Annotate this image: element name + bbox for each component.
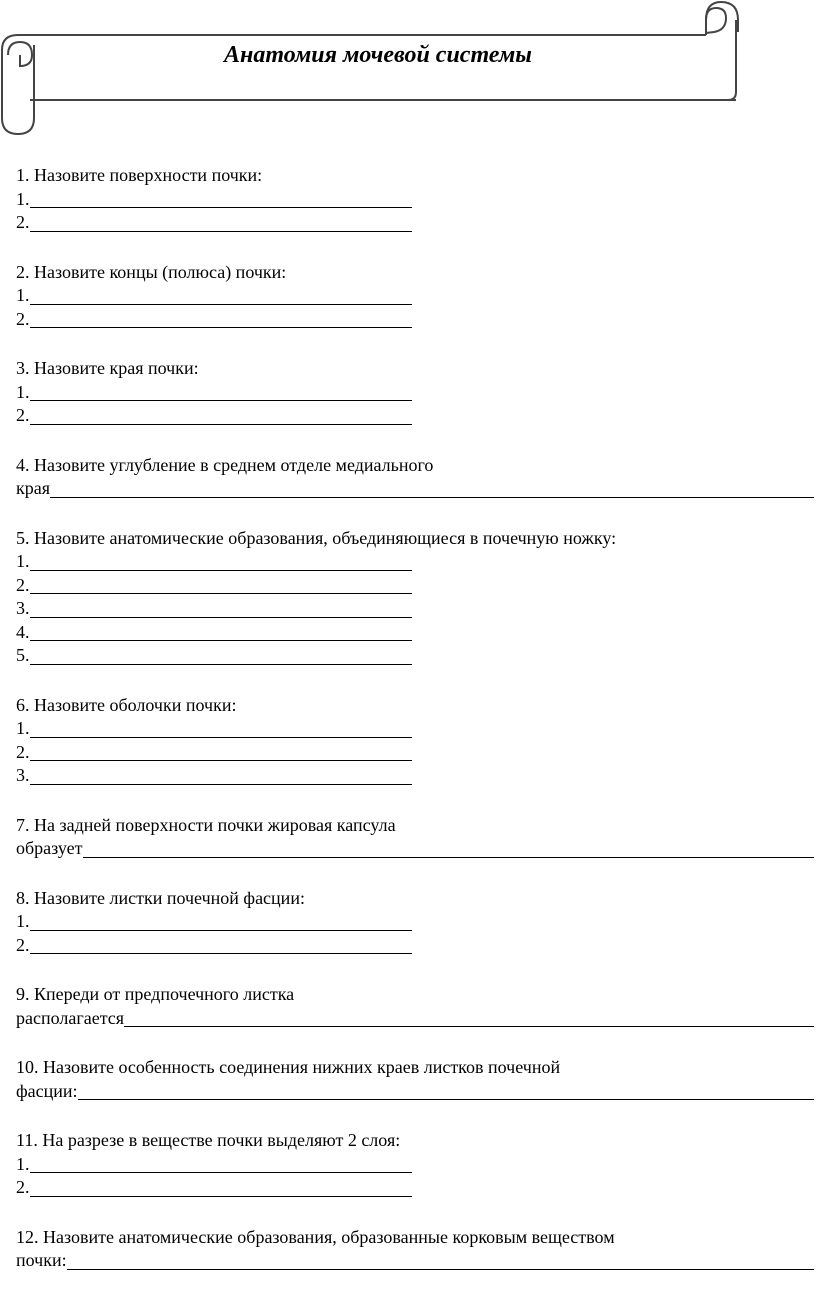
answer-row (16, 934, 814, 958)
answer-row (16, 1249, 814, 1273)
answer-blank-line[interactable] (50, 479, 814, 498)
question-text: 7. На задней поверхности почки жировая капсула (16, 814, 396, 835)
answer-blank-line[interactable] (30, 622, 412, 641)
answer-row (16, 1080, 814, 1104)
answer-label: 1. (16, 188, 30, 209)
answer-row (16, 741, 814, 765)
question-text: 1. Назовите поверхности почки: (16, 165, 263, 185)
question-block (16, 887, 814, 958)
answer-label: 1. (16, 381, 30, 402)
question-block (16, 454, 814, 501)
answer-blank-line[interactable] (30, 1178, 412, 1197)
answer-row (16, 644, 814, 668)
answer-row (16, 1007, 814, 1031)
question-block (16, 357, 814, 428)
answer-blank-line[interactable] (30, 309, 412, 328)
scroll-banner-graphic (0, 0, 816, 140)
page-title: Анатомия мочевой системы (224, 42, 532, 68)
answer-label: 4. (16, 621, 30, 642)
answer-blank-line[interactable] (78, 1081, 814, 1100)
answer-blank-line[interactable] (30, 766, 412, 785)
questions-list (16, 164, 814, 1299)
question-block (16, 261, 814, 332)
question-text: 10. Назовите особенность соединения нижних краев листков почечной (16, 1057, 561, 1077)
answer-label: 1. (16, 551, 30, 571)
question-text: 12. Назовите анатомические образования, образованные корковым веществом (16, 1226, 615, 1247)
answer-label: образует (16, 838, 83, 858)
answer-label: располагается (16, 1007, 125, 1028)
question-text: 6. Назовите оболочки почки: (16, 694, 237, 715)
answer-label: 1. (16, 1153, 30, 1174)
question-block (16, 164, 814, 235)
answer-row (16, 574, 814, 598)
answer-blank-line[interactable] (124, 1008, 814, 1027)
answer-label: 1. (16, 285, 30, 305)
answer-label: 5. (16, 645, 30, 665)
answer-label: 1. (16, 911, 30, 931)
answer-row (16, 381, 814, 405)
answer-blank-line[interactable] (30, 719, 412, 738)
answer-blank-line[interactable] (30, 286, 412, 305)
answer-label: 2. (16, 308, 30, 329)
answer-label: 2. (16, 1177, 30, 1197)
answer-row (16, 188, 814, 212)
answer-label: 3. (16, 765, 30, 785)
answer-label: 2. (16, 741, 30, 762)
answer-label: края (16, 478, 51, 498)
answer-label: 2. (16, 934, 30, 955)
answer-row (16, 764, 814, 788)
answer-row (16, 1153, 814, 1177)
answer-blank-line[interactable] (83, 839, 815, 858)
question-block (16, 1226, 814, 1273)
answer-label: 2. (16, 212, 30, 232)
answer-row (16, 308, 814, 332)
answer-blank-line[interactable] (30, 552, 412, 571)
title-banner (0, 0, 816, 140)
answer-row (16, 1176, 814, 1200)
answer-row (16, 621, 814, 645)
answer-row (16, 597, 814, 621)
question-text: 4. Назовите углубление в среднем отделе медиального (16, 454, 434, 475)
question-block (16, 527, 814, 668)
answer-label: 2. (16, 574, 30, 595)
question-block (16, 983, 814, 1030)
answer-blank-line[interactable] (30, 382, 412, 401)
question-block (16, 1056, 814, 1103)
question-text: 9. Кпереди от предпочечного листка (16, 984, 295, 1004)
answer-label: 3. (16, 598, 30, 618)
question-text: 2. Назовите концы (полюса) почки: (16, 261, 287, 282)
answer-blank-line[interactable] (30, 189, 412, 208)
answer-blank-line[interactable] (30, 1154, 412, 1173)
question-block (16, 1129, 814, 1200)
answer-row (16, 837, 814, 861)
answer-row (16, 211, 814, 235)
question-block (16, 814, 814, 861)
answer-row (16, 404, 814, 428)
answer-label: 2. (16, 405, 30, 425)
answer-blank-line[interactable] (30, 406, 412, 425)
question-text: 3. Назовите края почки: (16, 358, 199, 378)
answer-blank-line[interactable] (67, 1251, 814, 1270)
answer-row (16, 284, 814, 308)
answer-label: почки: (16, 1250, 67, 1270)
answer-row (16, 550, 814, 574)
answer-row (16, 717, 814, 741)
answer-label: 1. (16, 718, 30, 738)
answer-blank-line[interactable] (30, 213, 412, 232)
answer-label: фасции: (16, 1080, 78, 1101)
question-text: 8. Назовите листки почечной фасции: (16, 887, 305, 908)
answer-row (16, 910, 814, 934)
answer-blank-line[interactable] (30, 742, 412, 761)
question-block (16, 694, 814, 788)
answer-blank-line[interactable] (30, 646, 412, 665)
answer-blank-line[interactable] (30, 575, 412, 594)
question-text: 11. На разрезе в веществе почки выделяют 2 слоя: (16, 1130, 401, 1150)
question-text: 5. Назовите анатомические образования, объединяющиеся в почечную ножку: (16, 527, 617, 548)
answer-blank-line[interactable] (30, 599, 412, 618)
answer-blank-line[interactable] (30, 935, 412, 954)
answer-row (16, 477, 814, 501)
answer-blank-line[interactable] (30, 912, 412, 931)
